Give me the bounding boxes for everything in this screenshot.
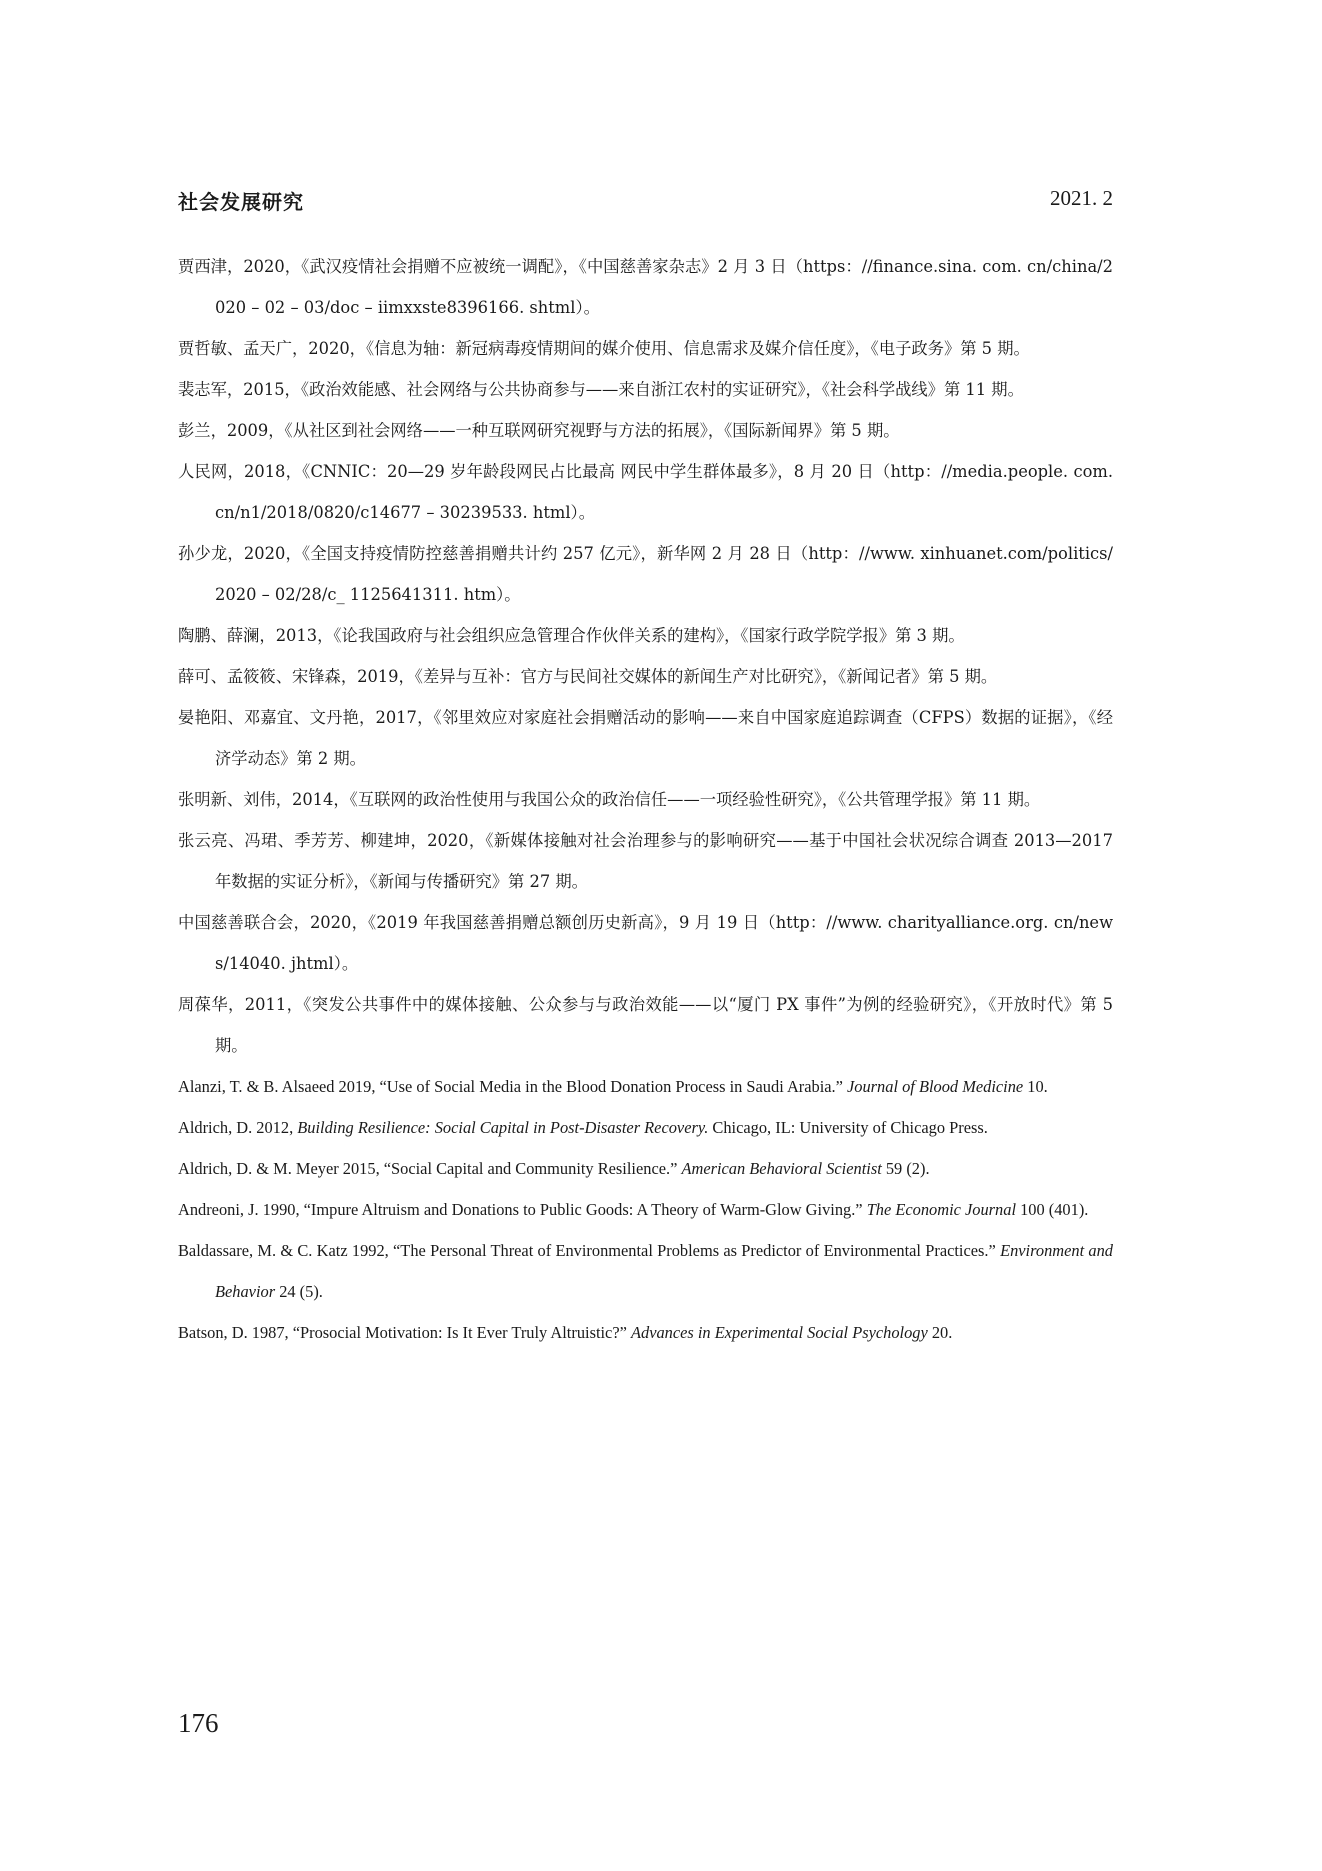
issue-number: 2021. 2 — [1050, 186, 1113, 210]
reference-text: 张云亮、冯珺、季芳芳、柳建坤，2020，《新媒体接触对社会治理参与的影响研究——基于中国社会状况综合调查 2013—2017 年数据的实证分析》，《新闻与传播研究》第 27 期。 — [178, 831, 1113, 891]
reference-text: 10. — [1023, 1077, 1048, 1096]
reference-entry — [178, 328, 1113, 369]
reference-text: 彭兰，2009，《从社区到社会网络——一种互联网研究视野与方法的拓展》，《国际新闻界》第 5 期。 — [178, 421, 900, 440]
reference-entry — [178, 1066, 1113, 1107]
reference-entry — [178, 984, 1113, 1066]
reference-entry — [178, 820, 1113, 902]
page-number: 176 — [178, 1708, 219, 1738]
reference-entry — [178, 533, 1113, 615]
reference-text: 晏艳阳、邓嘉宜、文丹艳，2017，《邻里效应对家庭社会捐赠活动的影响——来自中国家庭追踪调查（CFPS）数据的证据》，《经济学动态》第 2 期。 — [178, 708, 1113, 768]
reference-entry — [178, 615, 1113, 656]
reference-text: 人民网，2018，《CNNIC：20—29 岁年龄段网民占比最高 网民中学生群体最多》，8 月 20 日（http：//media.people. com. cn/n1/2018/0820/c14677 – 30239533. html）。 — [178, 462, 1113, 522]
reference-text: 陶鹏、薛澜，2013，《论我国政府与社会组织应急管理合作伙伴关系的建构》，《国家行政学院学报》第 3 期。 — [178, 626, 965, 645]
reference-source-title: Journal of Blood Medicine — [847, 1077, 1024, 1096]
reference-entry — [178, 1107, 1113, 1148]
reference-text: 裴志军，2015，《政治效能感、社会网络与公共协商参与——来自浙江农村的实证研究》，《社会科学战线》第 11 期。 — [178, 380, 1024, 399]
reference-entry — [178, 410, 1113, 451]
reference-entry — [178, 697, 1113, 779]
reference-text: 周葆华，2011，《突发公共事件中的媒体接触、公众参与与政治效能——以“厦门 PX 事件”为例的经验研究》，《开放时代》第 5 期。 — [178, 995, 1113, 1055]
reference-entry — [178, 902, 1113, 984]
reference-text: 贾西津，2020，《武汉疫情社会捐赠不应被统一调配》，《中国慈善家杂志》2 月 3 日（https：//finance.sina. com. cn/china/2020 – 02 – 03/doc – iimxxste8396166. shtml）。 — [178, 257, 1113, 317]
reference-source-title: Building Resilience: Social Capital in Post-Disaster Recovery. — [297, 1118, 709, 1137]
reference-text: 贾哲敏、孟天广，2020，《信息为轴：新冠病毒疫情期间的媒介使用、信息需求及媒介信任度》，《电子政务》第 5 期。 — [178, 339, 1030, 358]
reference-text: Batson, D. 1987, “Prosocial Motivation: Is It Ever Truly Altruistic?” — [178, 1323, 631, 1342]
reference-text: Andreoni, J. 1990, “Impure Altruism and Donations to Public Goods: A Theory of Warm-Glow Giving.” — [178, 1200, 867, 1219]
reference-text: Baldassare, M. & C. Katz 1992, “The Personal Threat of Environmental Problems as Predictor of Environmental Practices.” — [178, 1241, 1001, 1260]
reference-entry — [178, 1148, 1113, 1189]
reference-text: Chicago, IL: University of Chicago Press. — [708, 1118, 988, 1137]
reference-text: Aldrich, D. & M. Meyer 2015, “Social Capital and Community Resilience.” — [178, 1159, 682, 1178]
running-header — [178, 186, 1113, 218]
reference-source-title: American Behavioral Scientist — [681, 1159, 882, 1178]
reference-text: 20. — [927, 1323, 953, 1342]
reference-text: 张明新、刘伟，2014，《互联网的政治性使用与我国公众的政治信任——一项经验性研究》，《公共管理学报》第 11 期。 — [178, 790, 1041, 809]
reference-entry — [178, 1230, 1113, 1312]
reference-text: Aldrich, D. 2012, — [178, 1118, 298, 1137]
reference-text: 孙少龙，2020，《全国支持疫情防控慈善捐赠共计约 257 亿元》，新华网 2 月 28 日（http：//www. xinhuanet.com/politics/2020 – 02/28/c_ 1125641311. htm）。 — [178, 544, 1113, 604]
reference-entry — [178, 246, 1113, 328]
reference-entry — [178, 369, 1113, 410]
reference-text: Alanzi, T. & B. Alsaeed 2019, “Use of Social Media in the Blood Donation Process in Saudi Arabia.” — [178, 1077, 848, 1096]
reference-list — [178, 246, 1113, 1353]
reference-source-title: Environment and Behavior — [215, 1241, 1113, 1301]
reference-text: 中国慈善联合会，2020，《2019 年我国慈善捐赠总额创历史新高》，9 月 19 日（http：//www. charityalliance.org. cn/news/14040. jhtml）。 — [178, 913, 1113, 973]
reference-entry — [178, 1312, 1113, 1353]
reference-text: 59 (2). — [881, 1159, 930, 1178]
reference-source-title: Advances in Experimental Social Psychology — [630, 1323, 928, 1342]
reference-text: 薛可、孟筱筱、宋锋森，2019，《差异与互补：官方与民间社交媒体的新闻生产对比研究》，《新闻记者》第 5 期。 — [178, 667, 998, 686]
reference-text: 24 (5). — [275, 1282, 323, 1301]
reference-entry — [178, 451, 1113, 533]
reference-entry — [178, 1189, 1113, 1230]
reference-entry — [178, 779, 1113, 820]
reference-text: 100 (401). — [1016, 1200, 1089, 1219]
reference-entry — [178, 656, 1113, 697]
journal-name: 社会发展研究 — [178, 190, 304, 214]
reference-source-title: The Economic Journal — [866, 1200, 1016, 1219]
